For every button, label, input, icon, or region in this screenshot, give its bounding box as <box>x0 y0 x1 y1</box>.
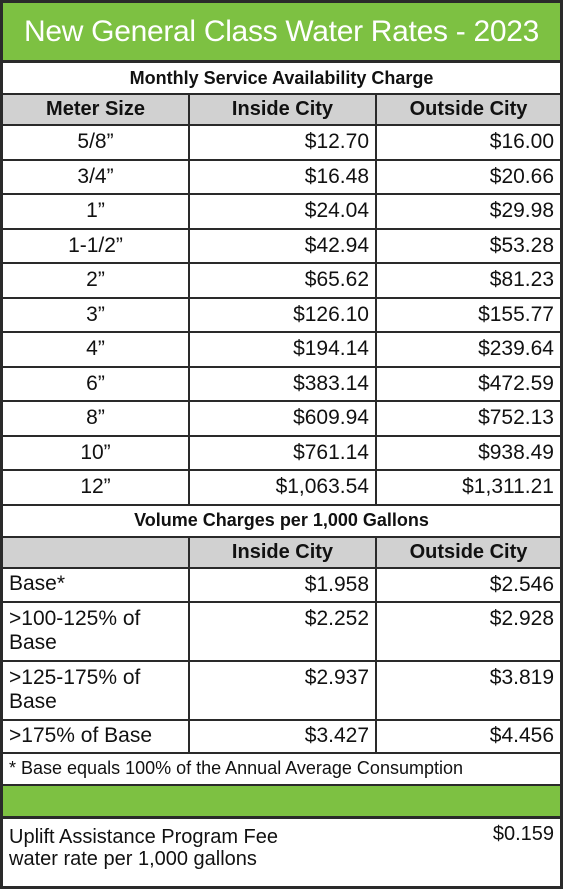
outside-city-cell: $29.98 <box>489 199 554 223</box>
outside-city-cell: $1,311.21 <box>462 475 554 499</box>
outside-city-cell: $53.28 <box>489 233 554 257</box>
table-row <box>3 230 560 265</box>
table-row <box>3 368 560 403</box>
meter-size-cell: 1-1/2” <box>3 230 190 263</box>
uplift-fee-label-line1: Uplift Assistance Program Fee <box>9 825 278 848</box>
meter-size-cell: 6” <box>3 368 190 401</box>
service-section-heading: Monthly Service Availability Charge <box>129 67 434 88</box>
meter-size-cell: 1” <box>3 195 190 228</box>
inside-city-cell: $609.94 <box>190 402 377 435</box>
table-row <box>3 195 560 230</box>
inside-city-cell: $383.14 <box>190 368 377 401</box>
outside-city-cell: $2.546 <box>489 572 554 596</box>
inside-city-cell: $12.70 <box>190 126 377 159</box>
outside-city-cell: $3.819 <box>489 665 554 689</box>
inside-city-cell: $1,063.54 <box>190 471 377 504</box>
inside-city-cell: $761.14 <box>190 437 377 470</box>
meter-size-cell: 5/8” <box>3 126 190 159</box>
inside-city-cell: $42.94 <box>190 230 377 263</box>
column-header-inside-city: Inside City <box>190 538 377 567</box>
outside-city-cell: $81.23 <box>489 268 554 292</box>
tier-cell: >175% of Base <box>3 721 190 752</box>
meter-size-cell: 4” <box>3 333 190 366</box>
outside-city-cell: $2.928 <box>489 606 554 630</box>
table-row <box>3 161 560 196</box>
outside-city-cell: $472.59 <box>478 371 554 395</box>
inside-city-cell: $65.62 <box>190 264 377 297</box>
table-row <box>3 721 560 754</box>
outside-city-cell: $4.456 <box>489 724 554 747</box>
meter-size-cell: 10” <box>3 437 190 470</box>
outside-city-cell: $20.66 <box>489 164 554 188</box>
uplift-fee-label-line2: water rate per 1,000 gallons <box>9 847 257 870</box>
meter-size-cell: 3” <box>3 299 190 332</box>
uplift-fee-value: $0.159 <box>492 822 554 845</box>
column-header-meter-size: Meter Size <box>3 95 190 124</box>
table-row <box>3 471 560 506</box>
service-section-header-row <box>3 63 560 95</box>
green-divider-band <box>3 786 560 819</box>
footnote: * Base equals 100% of the Annual Average Consumption <box>3 754 560 786</box>
outside-city-cell: $938.49 <box>478 440 554 464</box>
meter-size-cell: 8” <box>3 402 190 435</box>
table-row <box>3 402 560 437</box>
table-row <box>3 299 560 334</box>
table-row <box>3 126 560 161</box>
tier-cell: >125-175% of Base <box>3 662 190 719</box>
tier-cell: Base* <box>3 569 190 601</box>
table-row <box>3 662 560 721</box>
table-row <box>3 333 560 368</box>
table-row <box>3 603 560 662</box>
volume-rate-table-body <box>3 569 560 754</box>
outside-city-cell: $155.77 <box>478 302 554 326</box>
outside-city-cell: $752.13 <box>478 406 554 430</box>
table-row <box>3 437 560 472</box>
outside-city-cell: $16.00 <box>489 130 554 154</box>
inside-city-cell: $2.937 <box>190 662 377 719</box>
outside-city-cell: $239.64 <box>478 337 554 361</box>
volume-section-header-row <box>3 506 560 538</box>
uplift-fee-label <box>9 823 493 879</box>
service-column-header-row <box>3 95 560 126</box>
meter-size-cell: 2” <box>3 264 190 297</box>
volume-column-header-row <box>3 538 560 569</box>
meter-size-cell: 12” <box>3 471 190 504</box>
column-header-outside-city: Outside City <box>409 98 528 120</box>
column-header-tier <box>3 538 190 567</box>
inside-city-cell: $24.04 <box>190 195 377 228</box>
uplift-fee-row <box>3 819 560 879</box>
inside-city-cell: $3.427 <box>190 721 377 752</box>
inside-city-cell: $2.252 <box>190 603 377 660</box>
column-header-inside-city: Inside City <box>190 95 377 124</box>
page-title: New General Class Water Rates - 2023 <box>3 3 560 63</box>
inside-city-cell: $16.48 <box>190 161 377 194</box>
meter-rate-table-body <box>3 126 560 506</box>
inside-city-cell: $126.10 <box>190 299 377 332</box>
meter-size-cell: 3/4” <box>3 161 190 194</box>
inside-city-cell: $1.958 <box>190 569 377 601</box>
inside-city-cell: $194.14 <box>190 333 377 366</box>
table-row <box>3 569 560 603</box>
tier-cell: >100-125% of Base <box>3 603 190 660</box>
column-header-outside-city: Outside City <box>409 540 528 563</box>
volume-section-heading: Volume Charges per 1,000 Gallons <box>134 510 429 530</box>
table-row <box>3 264 560 299</box>
